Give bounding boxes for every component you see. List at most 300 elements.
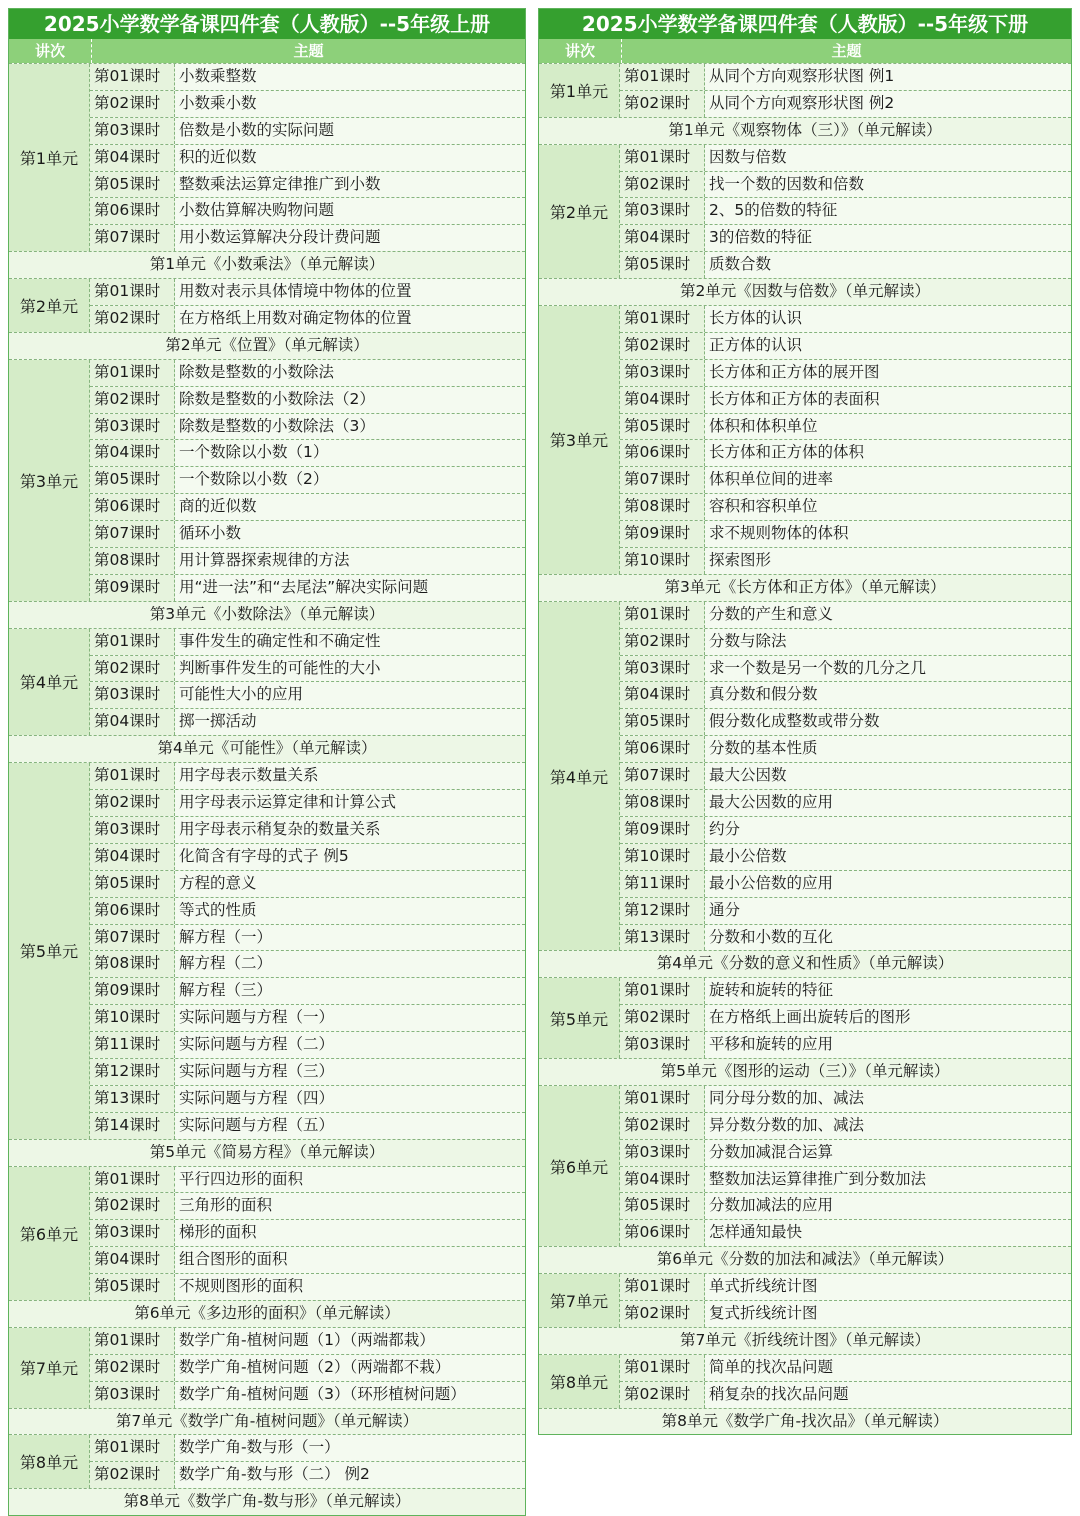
lesson-number: 第05课时 xyxy=(90,172,175,198)
unit-label: 第3单元 xyxy=(9,360,90,601)
lesson-row xyxy=(90,171,525,198)
lesson-topic: 分数和小数的互化 xyxy=(705,925,1071,951)
lesson-number: 第08课时 xyxy=(620,790,705,816)
lesson-number: 第13课时 xyxy=(90,1086,175,1112)
unit-label: 第6单元 xyxy=(9,1167,90,1300)
lesson-row xyxy=(90,305,525,332)
lesson-row xyxy=(90,574,525,601)
lesson-topic: 不规则图形的面积 xyxy=(175,1274,525,1300)
lesson-topic: 实际问题与方程（三） xyxy=(175,1059,525,1085)
lesson-number: 第01课时 xyxy=(90,64,175,90)
lesson-list xyxy=(620,1274,1071,1327)
lesson-topic: 3的倍数的特征 xyxy=(705,225,1071,251)
lesson-topic: 分数与除法 xyxy=(705,629,1071,655)
lesson-row xyxy=(90,1167,525,1193)
lesson-number: 第06课时 xyxy=(90,898,175,924)
unit-label: 第7单元 xyxy=(9,1328,90,1408)
lesson-topic: 长方体和正方体的表面积 xyxy=(705,387,1071,413)
lesson-number: 第04课时 xyxy=(90,844,175,870)
unit-label: 第5单元 xyxy=(9,763,90,1138)
lesson-number: 第01课时 xyxy=(620,1355,705,1381)
lesson-topic: 单式折线统计图 xyxy=(705,1274,1071,1300)
lesson-number: 第01课时 xyxy=(90,763,175,789)
unit-block xyxy=(9,628,525,736)
unit-block xyxy=(9,1434,525,1488)
lesson-number: 第02课时 xyxy=(620,1382,705,1408)
lesson-row xyxy=(620,493,1071,520)
lesson-row xyxy=(620,708,1071,735)
lesson-number: 第05课时 xyxy=(90,1274,175,1300)
lesson-topic: 质数合数 xyxy=(705,252,1071,278)
lesson-list xyxy=(620,145,1071,278)
unit-summary-row: 第3单元《小数除法》（单元解读） xyxy=(9,601,525,628)
lesson-topic: 实际问题与方程（四） xyxy=(175,1086,525,1112)
unit-block xyxy=(539,601,1071,951)
lesson-number: 第01课时 xyxy=(620,1274,705,1300)
lesson-topic: 体积和体积单位 xyxy=(705,414,1071,440)
unit-summary-row: 第6单元《多边形的面积》（单元解读） xyxy=(9,1300,525,1327)
lesson-topic: 等式的性质 xyxy=(175,898,525,924)
lesson-topic: 组合图形的面积 xyxy=(175,1247,525,1273)
lesson-number: 第02课时 xyxy=(620,172,705,198)
lesson-row xyxy=(90,1112,525,1139)
unit-summary-row: 第6单元《分数的加法和减法》（单元解读） xyxy=(539,1246,1071,1273)
lesson-topic: 解方程（三） xyxy=(175,978,525,1004)
lesson-number: 第01课时 xyxy=(90,1435,175,1461)
lesson-topic: 平行四边形的面积 xyxy=(175,1167,525,1193)
lesson-number: 第04课时 xyxy=(620,1167,705,1193)
lesson-row xyxy=(90,1031,525,1058)
lesson-number: 第14课时 xyxy=(90,1113,175,1139)
lesson-number: 第09课时 xyxy=(620,521,705,547)
lesson-number: 第03课时 xyxy=(620,198,705,224)
lesson-list xyxy=(90,360,525,601)
lesson-number: 第04课时 xyxy=(620,225,705,251)
lesson-topic: 数学广角-植树问题（3）（环形植树问题） xyxy=(175,1382,525,1408)
lesson-number: 第09课时 xyxy=(90,575,175,601)
lesson-row xyxy=(90,279,525,305)
column-header-topic: 主题 xyxy=(831,42,862,60)
lesson-number: 第13课时 xyxy=(620,925,705,951)
unit-label: 第3单元 xyxy=(539,306,620,574)
lesson-number: 第04课时 xyxy=(90,709,175,735)
lesson-number: 第03课时 xyxy=(90,118,175,144)
lesson-row xyxy=(620,332,1071,359)
lesson-row xyxy=(620,1300,1071,1327)
lesson-topic: 探索图形 xyxy=(705,548,1071,574)
lesson-number: 第01课时 xyxy=(620,602,705,628)
lesson-number: 第03课时 xyxy=(90,1220,175,1246)
lesson-topic: 数学广角-数与形（一） xyxy=(175,1435,525,1461)
lesson-topic: 旋转和旋转的特征 xyxy=(705,978,1071,1004)
lesson-number: 第02课时 xyxy=(90,91,175,117)
lesson-number: 第02课时 xyxy=(90,306,175,332)
lesson-number: 第11课时 xyxy=(90,1032,175,1058)
lesson-number: 第08课时 xyxy=(90,951,175,977)
lesson-row xyxy=(90,1004,525,1031)
lesson-topic: 长方体和正方体的展开图 xyxy=(705,360,1071,386)
lesson-topic: 除数是整数的小数除法（3） xyxy=(175,414,525,440)
lesson-number: 第04课时 xyxy=(620,682,705,708)
lesson-row xyxy=(90,1219,525,1246)
lesson-topic: 找一个数的因数和倍数 xyxy=(705,172,1071,198)
lesson-topic: 解方程（二） xyxy=(175,951,525,977)
unit-block xyxy=(539,305,1071,574)
lesson-list xyxy=(90,64,525,251)
lesson-number: 第02课时 xyxy=(620,1113,705,1139)
lesson-row xyxy=(620,897,1071,924)
unit-summary-row: 第3单元《长方体和正方体》（单元解读） xyxy=(539,574,1071,601)
lesson-number: 第05课时 xyxy=(620,252,705,278)
lesson-row xyxy=(620,924,1071,951)
lesson-row xyxy=(90,1058,525,1085)
lesson-topic: 小数乘小数 xyxy=(175,91,525,117)
lesson-topic: 解方程（一） xyxy=(175,925,525,951)
lesson-topic: 用字母表示运算定律和计算公式 xyxy=(175,790,525,816)
lesson-topic: 一个数除以小数（1） xyxy=(175,440,525,466)
lesson-number: 第02课时 xyxy=(620,333,705,359)
lesson-row xyxy=(90,144,525,171)
lesson-row xyxy=(90,360,525,386)
unit-label: 第4单元 xyxy=(539,602,620,951)
lesson-row xyxy=(90,224,525,251)
lesson-number: 第02课时 xyxy=(90,1193,175,1219)
lesson-topic: 用字母表示稍复杂的数量关系 xyxy=(175,817,525,843)
lesson-row xyxy=(620,681,1071,708)
lesson-topic: 求一个数是另一个数的几分之几 xyxy=(705,656,1071,682)
lesson-topic: 实际问题与方程（五） xyxy=(175,1113,525,1139)
unit-block xyxy=(539,63,1071,117)
unit-block xyxy=(9,762,525,1138)
lesson-row xyxy=(620,816,1071,843)
unit-label: 第4单元 xyxy=(9,629,90,736)
unit-label: 第6单元 xyxy=(539,1086,620,1246)
unit-label: 第8单元 xyxy=(9,1435,90,1488)
lesson-row xyxy=(90,90,525,117)
lesson-number: 第09课时 xyxy=(620,817,705,843)
lesson-topic: 除数是整数的小数除法（2） xyxy=(175,387,525,413)
lesson-number: 第12课时 xyxy=(90,1059,175,1085)
lesson-number: 第07课时 xyxy=(90,925,175,951)
lesson-number: 第08课时 xyxy=(620,494,705,520)
lesson-topic: 同分母分数的加、减法 xyxy=(705,1086,1071,1112)
lesson-topic: 在方格纸上用数对确定物体的位置 xyxy=(175,306,525,332)
lesson-row xyxy=(620,224,1071,251)
lesson-topic: 从同个方向观察形状图 例2 xyxy=(705,91,1071,117)
lesson-list xyxy=(620,978,1071,1058)
lesson-row xyxy=(620,602,1071,628)
lesson-number: 第02课时 xyxy=(620,91,705,117)
lesson-row xyxy=(620,197,1071,224)
lesson-number: 第03课时 xyxy=(90,817,175,843)
lesson-row xyxy=(620,1219,1071,1246)
lesson-row xyxy=(620,1192,1071,1219)
lesson-row xyxy=(620,978,1071,1004)
lesson-topic: 2、5的倍数的特征 xyxy=(705,198,1071,224)
lesson-topic: 判断事件发生的可能性的大小 xyxy=(175,656,525,682)
lesson-list xyxy=(620,64,1071,117)
lesson-number: 第01课时 xyxy=(90,629,175,655)
unit-block xyxy=(9,63,525,251)
column-header xyxy=(539,39,1071,63)
lesson-list xyxy=(620,602,1071,951)
lesson-topic: 在方格纸上画出旋转后的图形 xyxy=(705,1005,1071,1031)
column-header-unit: 讲次 xyxy=(9,39,92,63)
lesson-topic: 数学广角-植树问题（2）（两端都不栽） xyxy=(175,1355,525,1381)
left-table xyxy=(8,8,526,1516)
lesson-topic: 长方体的认识 xyxy=(705,306,1071,332)
lesson-topic: 三角形的面积 xyxy=(175,1193,525,1219)
lesson-number: 第08课时 xyxy=(90,548,175,574)
unit-summary-row: 第2单元《位置》（单元解读） xyxy=(9,332,525,359)
lesson-row xyxy=(620,762,1071,789)
lesson-row xyxy=(620,1086,1071,1112)
unit-block xyxy=(539,144,1071,278)
lesson-topic: 小数估算解决购物问题 xyxy=(175,198,525,224)
lesson-topic: 最大公因数 xyxy=(705,763,1071,789)
lesson-number: 第03课时 xyxy=(620,1140,705,1166)
lesson-row xyxy=(90,1328,525,1354)
lesson-topic: 循环小数 xyxy=(175,521,525,547)
lesson-row xyxy=(90,681,525,708)
lesson-row xyxy=(90,493,525,520)
lesson-list xyxy=(90,279,525,332)
lesson-row xyxy=(620,1031,1071,1058)
unit-block xyxy=(9,278,525,332)
lesson-topic: 分数的产生和意义 xyxy=(705,602,1071,628)
lesson-row xyxy=(620,439,1071,466)
lesson-topic: 事件发生的确定性和不确定性 xyxy=(175,629,525,655)
lesson-number: 第03课时 xyxy=(90,414,175,440)
lesson-number: 第04课时 xyxy=(620,387,705,413)
lesson-topic: 方程的意义 xyxy=(175,871,525,897)
lesson-row xyxy=(90,870,525,897)
lesson-topic: 一个数除以小数（2） xyxy=(175,467,525,493)
unit-block xyxy=(539,977,1071,1058)
lesson-topic: 最大公因数的应用 xyxy=(705,790,1071,816)
lesson-number: 第02课时 xyxy=(620,629,705,655)
lesson-row xyxy=(90,197,525,224)
lesson-topic: 化简含有字母的式子 例5 xyxy=(175,844,525,870)
lesson-number: 第06课时 xyxy=(90,494,175,520)
lesson-list xyxy=(90,1435,525,1488)
lesson-row xyxy=(90,950,525,977)
lesson-row xyxy=(620,171,1071,198)
lesson-row xyxy=(620,359,1071,386)
lesson-row xyxy=(90,64,525,90)
lesson-number: 第07课时 xyxy=(90,225,175,251)
lesson-number: 第12课时 xyxy=(620,898,705,924)
lesson-topic: 除数是整数的小数除法 xyxy=(175,360,525,386)
column-header xyxy=(9,39,525,63)
lesson-topic: 小数乘整数 xyxy=(175,64,525,90)
lesson-row xyxy=(90,439,525,466)
lesson-topic: 复式折线统计图 xyxy=(705,1301,1071,1327)
lesson-topic: 倍数是小数的实际问题 xyxy=(175,118,525,144)
lesson-row xyxy=(90,1246,525,1273)
lesson-row xyxy=(90,1435,525,1461)
unit-block xyxy=(9,1166,525,1300)
lesson-topic: 用计算器探索规律的方法 xyxy=(175,548,525,574)
lesson-number: 第05课时 xyxy=(620,414,705,440)
lesson-row xyxy=(90,1461,525,1488)
unit-label: 第5单元 xyxy=(539,978,620,1058)
lesson-number: 第03课时 xyxy=(620,656,705,682)
unit-summary-row: 第1单元《小数乘法》（单元解读） xyxy=(9,251,525,278)
lesson-row xyxy=(90,843,525,870)
unit-label: 第7单元 xyxy=(539,1274,620,1327)
unit-list xyxy=(539,63,1071,1434)
lesson-number: 第02课时 xyxy=(90,1462,175,1488)
unit-summary-row: 第4单元《分数的意义和性质》（单元解读） xyxy=(539,950,1071,977)
lesson-list xyxy=(620,1086,1071,1246)
unit-summary-row: 第8单元《数学广角-找次品》（单元解读） xyxy=(539,1408,1071,1435)
lesson-row xyxy=(90,386,525,413)
lesson-number: 第01课时 xyxy=(620,145,705,171)
lesson-number: 第06课时 xyxy=(90,198,175,224)
lesson-number: 第03课时 xyxy=(620,360,705,386)
column-header-unit: 讲次 xyxy=(539,39,622,63)
lesson-number: 第05课时 xyxy=(90,467,175,493)
lesson-list xyxy=(620,306,1071,574)
unit-block xyxy=(9,1327,525,1408)
lesson-row xyxy=(620,1004,1071,1031)
unit-summary-row: 第1单元《观察物体（三）》（单元解读） xyxy=(539,117,1071,144)
lesson-row xyxy=(620,628,1071,655)
unit-summary-row: 第8单元《数学广角-数与形》（单元解读） xyxy=(9,1488,525,1515)
lesson-number: 第01课时 xyxy=(90,360,175,386)
lesson-row xyxy=(620,1139,1071,1166)
lesson-number: 第04课时 xyxy=(90,1247,175,1273)
lesson-row xyxy=(90,1354,525,1381)
lesson-topic: 约分 xyxy=(705,817,1071,843)
unit-label: 第1单元 xyxy=(539,64,620,117)
lesson-row xyxy=(90,547,525,574)
lesson-number: 第06课时 xyxy=(620,736,705,762)
lesson-row xyxy=(90,413,525,440)
lesson-list xyxy=(90,763,525,1138)
lesson-row xyxy=(620,306,1071,332)
lesson-number: 第03课时 xyxy=(620,1032,705,1058)
lesson-number: 第01课时 xyxy=(90,1167,175,1193)
column-header-topic: 主题 xyxy=(293,42,324,60)
lesson-number: 第09课时 xyxy=(90,978,175,1004)
lesson-row xyxy=(620,413,1071,440)
unit-label: 第2单元 xyxy=(539,145,620,278)
lesson-number: 第02课时 xyxy=(620,1005,705,1031)
unit-list xyxy=(9,63,525,1515)
lesson-row xyxy=(90,655,525,682)
lesson-row xyxy=(620,1274,1071,1300)
lesson-topic: 整数加法运算律推广到分数加法 xyxy=(705,1167,1071,1193)
lesson-topic: 实际问题与方程（一） xyxy=(175,1005,525,1031)
lesson-topic: 怎样通知最快 xyxy=(705,1220,1071,1246)
lesson-row xyxy=(90,1085,525,1112)
lesson-row xyxy=(620,466,1071,493)
unit-block xyxy=(539,1085,1071,1246)
lesson-topic: 商的近似数 xyxy=(175,494,525,520)
unit-summary-row: 第4单元《可能性》（单元解读） xyxy=(9,735,525,762)
lesson-topic: 最小公倍数的应用 xyxy=(705,871,1071,897)
lesson-topic: 容积和容积单位 xyxy=(705,494,1071,520)
unit-block xyxy=(539,1354,1071,1408)
lesson-row xyxy=(90,924,525,951)
lesson-row xyxy=(90,117,525,144)
lesson-row xyxy=(620,870,1071,897)
lesson-number: 第01课时 xyxy=(620,306,705,332)
lesson-number: 第04课时 xyxy=(90,440,175,466)
lesson-topic: 最小公倍数 xyxy=(705,844,1071,870)
lesson-number: 第02课时 xyxy=(90,387,175,413)
lesson-number: 第02课时 xyxy=(90,656,175,682)
lesson-row xyxy=(90,763,525,789)
lesson-row xyxy=(90,789,525,816)
lesson-row xyxy=(90,816,525,843)
lesson-topic: 实际问题与方程（二） xyxy=(175,1032,525,1058)
lesson-number: 第10课时 xyxy=(90,1005,175,1031)
lesson-topic: 梯形的面积 xyxy=(175,1220,525,1246)
lesson-topic: 掷一掷活动 xyxy=(175,709,525,735)
lesson-row xyxy=(620,547,1071,574)
lesson-number: 第04课时 xyxy=(90,145,175,171)
lesson-topic: 用“进一法”和“去尾法”解决实际问题 xyxy=(175,575,525,601)
lesson-number: 第02课时 xyxy=(90,790,175,816)
lesson-number: 第10课时 xyxy=(620,548,705,574)
lesson-number: 第02课时 xyxy=(620,1301,705,1327)
lesson-row xyxy=(90,708,525,735)
unit-summary-row: 第5单元《图形的运动（三）》（单元解读） xyxy=(539,1058,1071,1085)
lesson-row xyxy=(90,520,525,547)
unit-label: 第8单元 xyxy=(539,1355,620,1408)
lesson-row xyxy=(620,789,1071,816)
lesson-row xyxy=(620,145,1071,171)
lesson-number: 第05课时 xyxy=(90,871,175,897)
lesson-row xyxy=(90,897,525,924)
lesson-number: 第06课时 xyxy=(620,440,705,466)
lesson-topic: 分数加减混合运算 xyxy=(705,1140,1071,1166)
lesson-topic: 体积单位间的进率 xyxy=(705,467,1071,493)
unit-summary-row: 第7单元《数学广角-植树问题》（单元解读） xyxy=(9,1408,525,1435)
lesson-list xyxy=(90,1167,525,1300)
lesson-row xyxy=(620,386,1071,413)
lesson-topic: 分数的基本性质 xyxy=(705,736,1071,762)
lesson-number: 第05课时 xyxy=(620,709,705,735)
lesson-topic: 用字母表示数量关系 xyxy=(175,763,525,789)
lesson-row xyxy=(620,655,1071,682)
lesson-number: 第03课时 xyxy=(90,682,175,708)
lesson-topic: 正方体的认识 xyxy=(705,333,1071,359)
lesson-number: 第01课时 xyxy=(620,1086,705,1112)
lesson-topic: 异分数分数的加、减法 xyxy=(705,1113,1071,1139)
lesson-row xyxy=(620,520,1071,547)
lesson-row xyxy=(620,1355,1071,1381)
lesson-topic: 用数对表示具体情境中物体的位置 xyxy=(175,279,525,305)
lesson-list xyxy=(90,1328,525,1408)
lesson-row xyxy=(620,1381,1071,1408)
lesson-topic: 稍复杂的找次品问题 xyxy=(705,1382,1071,1408)
unit-label: 第2单元 xyxy=(9,279,90,332)
lesson-number: 第06课时 xyxy=(620,1220,705,1246)
lesson-number: 第05课时 xyxy=(620,1193,705,1219)
lesson-number: 第07课时 xyxy=(620,467,705,493)
lesson-row xyxy=(90,977,525,1004)
lesson-topic: 用小数运算解决分段计费问题 xyxy=(175,225,525,251)
lesson-row xyxy=(620,1166,1071,1193)
lesson-topic: 积的近似数 xyxy=(175,145,525,171)
lesson-topic: 简单的找次品问题 xyxy=(705,1355,1071,1381)
unit-summary-row: 第2单元《因数与倍数》（单元解读） xyxy=(539,278,1071,305)
unit-block xyxy=(539,1273,1071,1327)
